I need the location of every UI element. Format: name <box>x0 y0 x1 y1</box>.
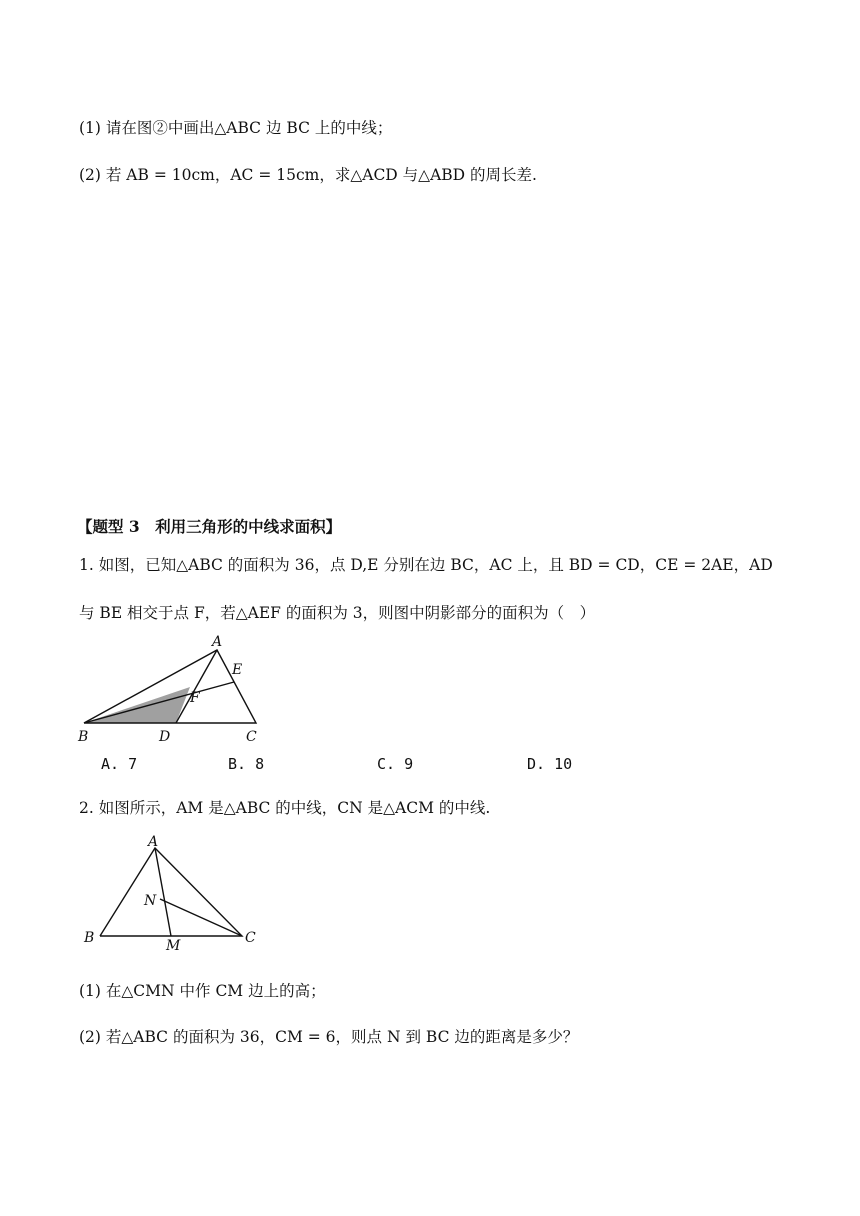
problem2-text: 2. 如图所示，AM 是△ABC 的中线，CN 是△ACM 的中线. <box>79 799 491 817</box>
label-b: B <box>78 729 89 745</box>
option-b: B. 8 <box>228 755 265 773</box>
label-a: A <box>148 834 159 850</box>
problem2-question-1: (1) 在△CMN 中作 CM 边上的高； <box>79 982 326 1000</box>
label-a: A <box>212 634 223 650</box>
label-e: E <box>232 662 243 678</box>
option-d: D. 10 <box>527 755 573 773</box>
label-d: D <box>159 729 171 745</box>
problem1-text-line1: 1. 如图，已知△ABC 的面积为 36，点 D,E 分别在边 BC，AC 上，且 BD = CD，CE = 2AE，AD <box>79 556 773 574</box>
problem2-question-2: (2) 若△ABC 的面积为 36，CM = 6，则点 N 到 BC 边的距离是多少？ <box>79 1028 579 1046</box>
label-b: B <box>84 930 95 946</box>
part1-question-1: (1) 请在图②中画出△ABC 边 BC 上的中线； <box>79 119 393 137</box>
problem2-figure <box>82 832 272 952</box>
option-a: A. 7 <box>101 755 138 773</box>
part1-question-2: (2) 若 AB = 10cm，AC = 15cm，求△ACD 与△ABD 的周长差. <box>79 166 537 184</box>
label-c: C <box>245 930 256 946</box>
option-c: C. 9 <box>377 755 414 773</box>
label-c: C <box>246 729 257 745</box>
problem1-text-line2: 与 BE 相交于点 F，若△AEF 的面积为 3，则图中阴影部分的面积为（ ） <box>79 604 596 622</box>
problem1-figure <box>76 632 276 752</box>
label-n: N <box>144 893 157 909</box>
label-m: M <box>166 938 181 954</box>
label-f: F <box>190 690 200 706</box>
triangle-abc <box>100 848 242 936</box>
shaded-region <box>84 687 190 723</box>
segment-cn <box>160 899 242 936</box>
section-heading: 【题型 3 利用三角形的中线求面积】 <box>77 517 342 536</box>
